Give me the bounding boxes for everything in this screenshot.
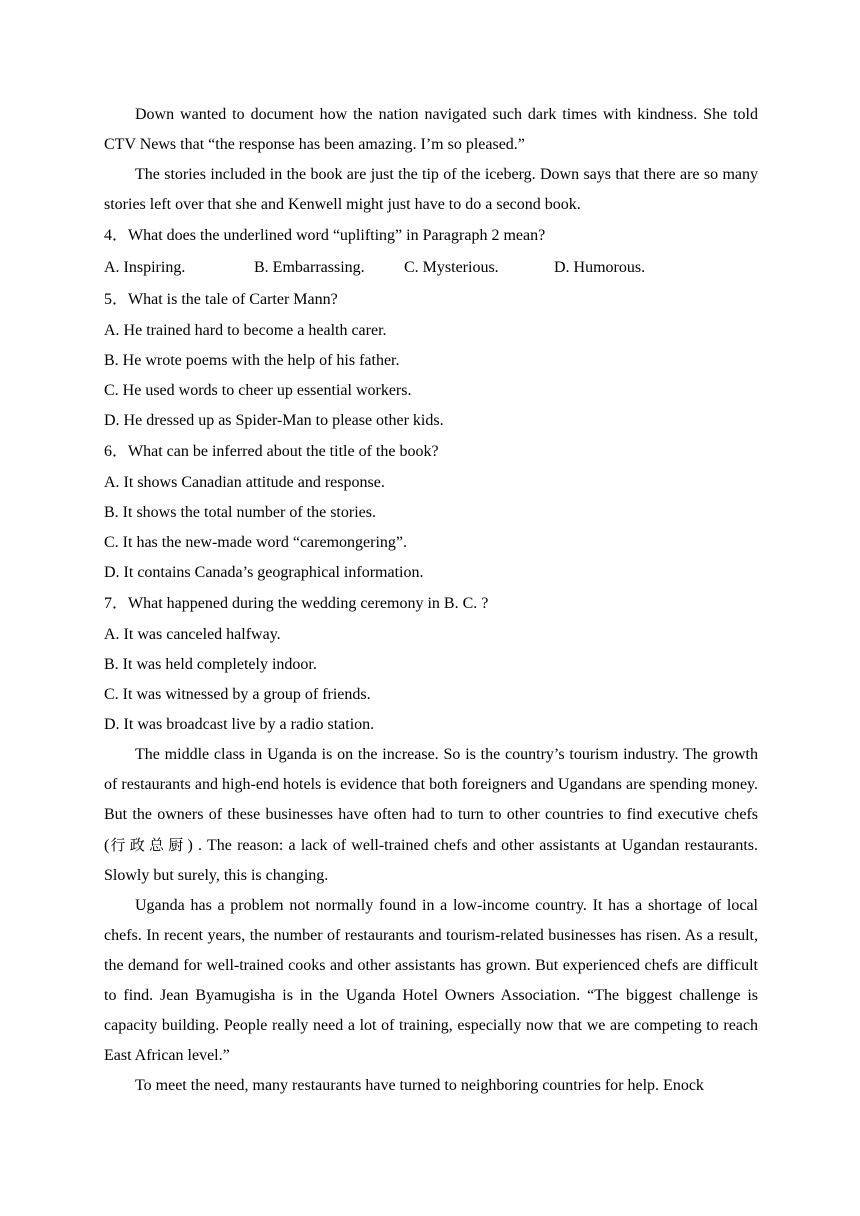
option-b: B. Embarrassing. <box>254 259 365 276</box>
question-6 <box>104 436 758 588</box>
option-row <box>104 252 758 284</box>
question-stem: 5．What is the tale of Carter Mann? <box>104 291 338 308</box>
option-c: C. Mysterious. <box>404 259 499 276</box>
option-d: D. He dressed up as Spider-Man to please other kids. <box>104 412 444 429</box>
option-b: B. He wrote poems with the help of his father. <box>104 352 400 369</box>
paragraph-neighboring-countries: To meet the need, many restaurants have turned to neighboring countries for help. Enock <box>135 1077 704 1094</box>
option-a: A. It was canceled halfway. <box>104 626 281 643</box>
paragraph-uganda-middle-class <box>104 740 758 891</box>
option-d: D. It contains Canada’s geographical information. <box>104 564 424 581</box>
paragraph-down-response: Down wanted to document how the nation navigated such dark times with kindness. She told CTV News that “the response has been amazing. I’m so pleased.” <box>104 106 758 153</box>
option-d: D. It was broadcast live by a radio station. <box>104 716 375 733</box>
option-a: A. Inspiring. <box>104 259 186 276</box>
question-7 <box>104 588 758 740</box>
paragraph-text: ) . The reason: a lack of well-trained chefs and other assistants at Ugandan restaurants. Slowly but surely, this is changing. <box>104 837 758 884</box>
question-stem: 7．What happened during the wedding ceremony in B. C. ? <box>104 595 489 612</box>
option-a: A. He trained hard to become a health carer. <box>104 322 387 339</box>
document-page <box>104 100 758 1101</box>
paragraph-chef-shortage: Uganda has a problem not normally found in a low-income country. It has a shortage of local chefs. In recent years, the number of restaurants and tourism-related businesses has risen. As a result, the demand for well-trained cooks and other assistants has grown. But experienced chefs are difficult to find. Jean Byamugisha is in the Uganda Hotel Owners Association. “The biggest challenge is capacity building. People really need a lot of training, especially now that we are competing to reach East African level.” <box>104 897 758 1064</box>
option-b: B. It shows the total number of the stories. <box>104 504 376 521</box>
question-stem: 4．What does the underlined word “uplifting” in Paragraph 2 mean? <box>104 227 546 244</box>
question-4 <box>104 220 758 284</box>
option-d: D. Humorous. <box>554 259 646 276</box>
option-c: C. It was witnessed by a group of friends. <box>104 686 371 703</box>
option-c: C. He used words to cheer up essential workers. <box>104 382 412 399</box>
option-b: B. It was held completely indoor. <box>104 656 317 673</box>
option-a: A. It shows Canadian attitude and response. <box>104 474 385 491</box>
chinese-annotation: 行政总厨 <box>109 836 188 854</box>
paragraph-tip-of-iceberg: The stories included in the book are just the tip of the iceberg. Down says that there are so many stories left over that she and Kenwell might just have to do a second book. <box>104 166 758 213</box>
question-5 <box>104 284 758 436</box>
option-c: C. It has the new-made word “caremongering”. <box>104 534 407 551</box>
question-stem: 6．What can be inferred about the title of the book? <box>104 443 439 460</box>
paragraph-text: The middle class in Uganda is on the increase. So is the country’s tourism industry. The growth of restaurants and high-end hotels is evidence that both foreigners and Ugandans are spending money. But the owners of these businesses have often had to turn to other countries to find executive chefs ( <box>104 746 758 854</box>
